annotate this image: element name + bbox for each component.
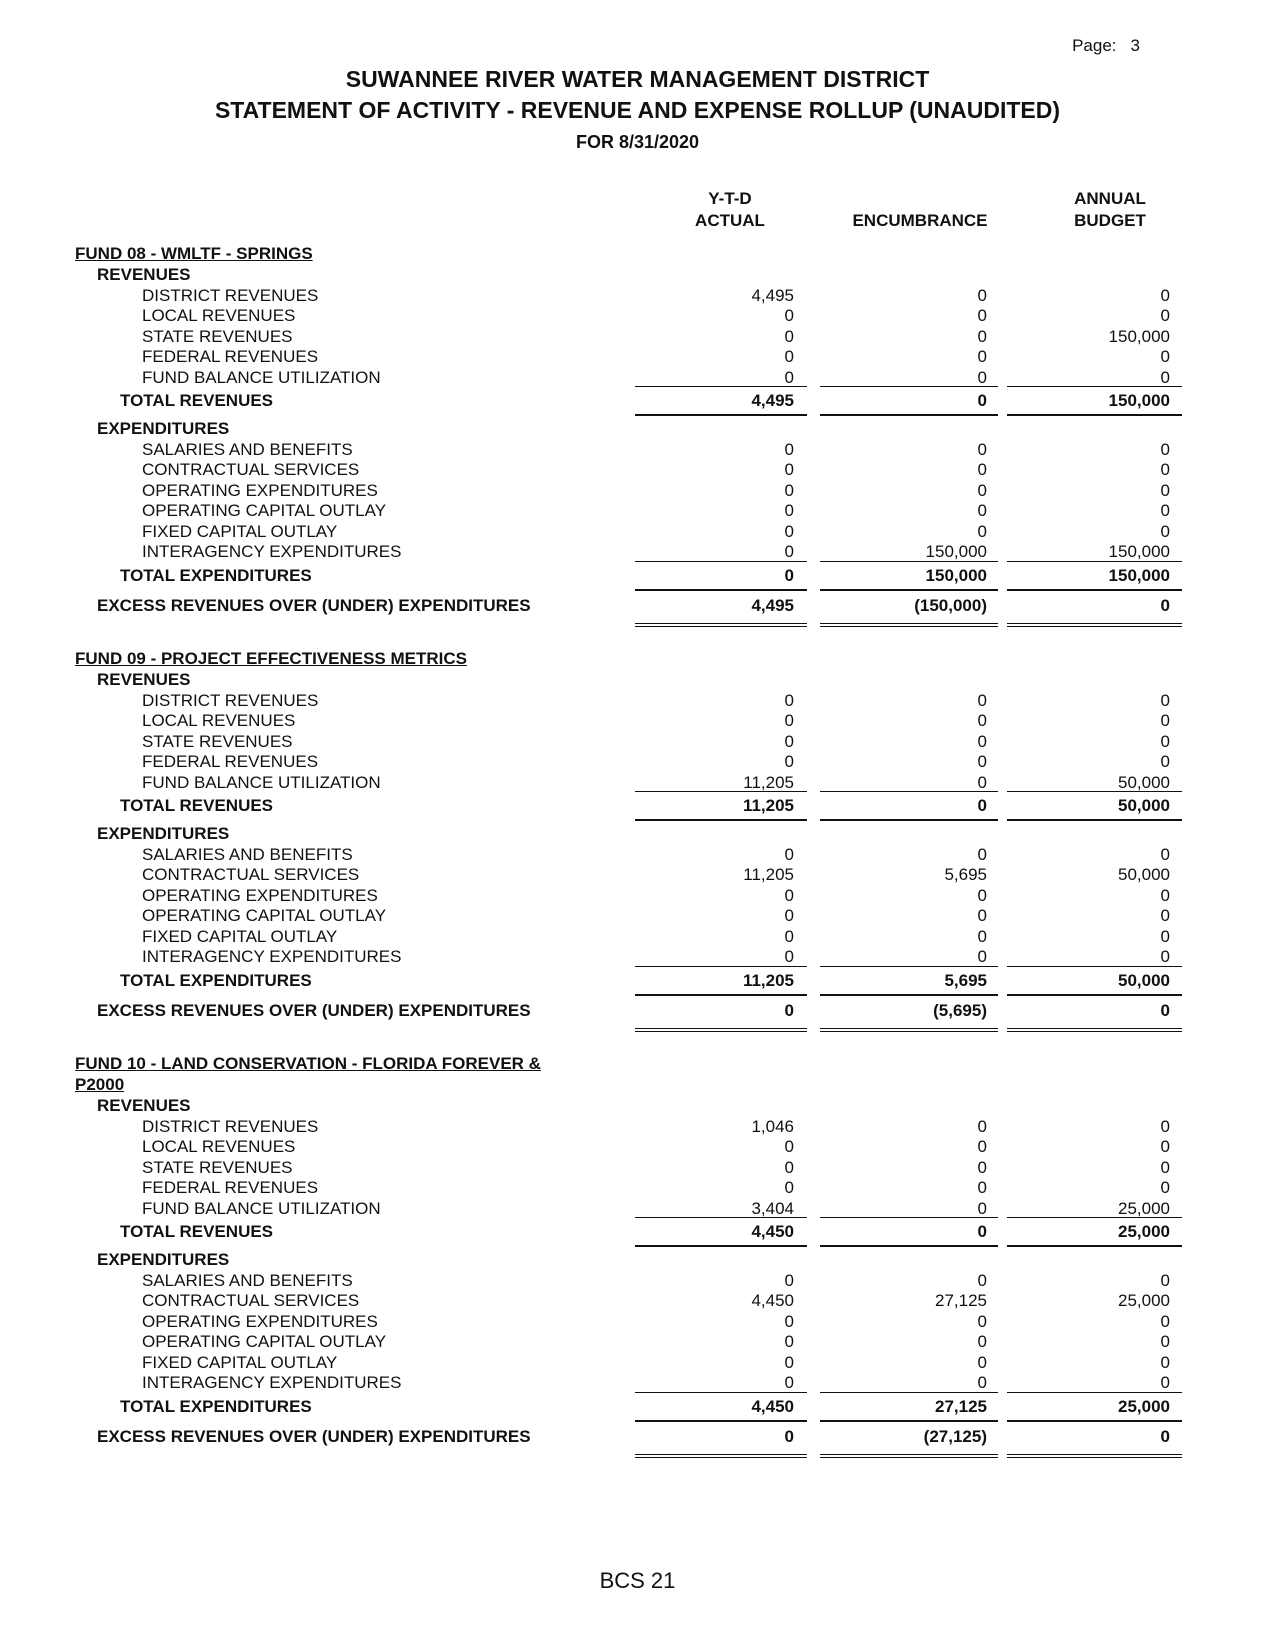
total-expenditures-row-label: TOTAL EXPENDITURES — [120, 970, 312, 990]
revenue-line-enc-value: 0 — [977, 1178, 987, 1197]
revenue-line-ytd-value: 0 — [784, 326, 794, 346]
revenue-line-budget-value: 0 — [1160, 367, 1170, 387]
revenue-line-enc-value: 0 — [977, 1116, 987, 1136]
revenue-line — [0, 1116, 1275, 1137]
revenue-line-enc-value: 0 — [977, 306, 987, 325]
fund-title-text: FUND 08 - WMLTF - SPRINGS — [75, 244, 313, 263]
total-revenues-row-enc-value: 0 — [977, 1222, 987, 1241]
total-revenues-row-budget-value: 150,000 — [1108, 391, 1170, 410]
footer-code: BCS 21 — [599, 1568, 676, 1593]
revenues-heading-text: REVENUES — [97, 265, 191, 284]
expenditure-line-ytd-value: 11,205 — [743, 865, 794, 884]
expenditure-line-label: SALARIES AND BENEFITS — [142, 844, 353, 864]
total-revenues-row — [0, 390, 1275, 411]
expenditure-line-enc-value: 0 — [977, 1332, 987, 1351]
revenue-line-enc-value: 0 — [977, 752, 987, 771]
expenditure-line — [0, 500, 1275, 521]
revenue-line — [0, 772, 1275, 793]
excess-double-underline-1 — [635, 1454, 807, 1458]
revenue-line-label: FUND BALANCE UTILIZATION — [142, 772, 381, 792]
excess-row-label: EXCESS REVENUES OVER (UNDER) EXPENDITURES — [97, 595, 531, 615]
excess-row-label: EXCESS REVENUES OVER (UNDER) EXPENDITURES — [97, 1000, 531, 1020]
revenue-line — [0, 690, 1275, 711]
expenditure-line — [0, 459, 1275, 480]
revenue-line-enc-value: 0 — [977, 1157, 987, 1177]
fund-title-text: FUND 09 - PROJECT EFFECTIVENESS METRICS — [75, 649, 467, 668]
expenditure-line-budget-value: 0 — [1160, 926, 1170, 946]
expenditure-line-budget-value: 0 — [1160, 521, 1170, 541]
total-expenditures-row — [0, 1396, 1275, 1417]
expenditure-line-label: FIXED CAPITAL OUTLAY — [142, 521, 338, 541]
total-revenues-row — [0, 795, 1275, 816]
expenditure-line-ytd-value: 0 — [784, 906, 794, 925]
column-header-ytd-actual — [640, 188, 820, 232]
expenditure-line-label: CONTRACTUAL SERVICES — [142, 1291, 360, 1310]
revenue-line-enc-value: 0 — [977, 690, 987, 710]
expenditure-line-budget-value: 150,000 — [1108, 542, 1170, 561]
expenditure-line — [0, 844, 1275, 865]
revenue-line-budget-value: 50,000 — [1118, 772, 1170, 792]
revenue-subtotal-rule-1 — [635, 1217, 807, 1218]
expenditure-line-enc-value: 0 — [977, 501, 987, 520]
expenditure-subtotal-rule-1 — [635, 966, 807, 967]
total-revenues-row-budget-value: 50,000 — [1118, 796, 1170, 815]
revenue-line-label: LOCAL REVENUES — [142, 1137, 296, 1156]
expenditure-subtotal-rule-1 — [635, 561, 807, 562]
revenues-heading-text: REVENUES — [97, 670, 191, 689]
expenditure-line-ytd-value: 0 — [784, 460, 794, 479]
expenditure-line-ytd-value: 0 — [784, 439, 794, 459]
revenue-line-budget-value: 0 — [1160, 690, 1170, 710]
expenditure-subtotal-rule-3 — [1007, 561, 1182, 562]
expenditure-line-label: INTERAGENCY EXPENDITURES — [142, 947, 402, 966]
revenue-subtotal-rule-3 — [1007, 386, 1182, 387]
revenue-line-ytd-value: 0 — [784, 1137, 794, 1156]
revenue-line-enc-value: 0 — [977, 1137, 987, 1156]
expenditure-line-enc-value: 0 — [977, 906, 987, 925]
expenditure-line-budget-value: 0 — [1160, 947, 1170, 966]
expenditure-line — [0, 1331, 1275, 1352]
fund-title-line2-text: P2000 — [75, 1075, 125, 1094]
total-expenditures-row-label: TOTAL EXPENDITURES — [120, 565, 312, 585]
expenditure-line-ytd-value: 0 — [784, 1332, 794, 1351]
total-revenues-underline-2 — [820, 819, 998, 821]
expenditure-line-enc-value: 0 — [977, 885, 987, 905]
expenditure-line-label: OPERATING EXPENDITURES — [142, 885, 378, 905]
revenue-line-budget-value: 0 — [1160, 1157, 1170, 1177]
total-revenues-row — [0, 1221, 1275, 1242]
revenue-subtotal-rule-3 — [1007, 1217, 1182, 1218]
expenditure-line-enc-value: 0 — [977, 480, 987, 500]
total-revenues-row-label: TOTAL REVENUES — [120, 796, 274, 815]
revenue-line — [0, 346, 1275, 367]
excess-double-underline-3 — [1007, 1028, 1182, 1032]
expenditure-subtotal-rule-3 — [1007, 1392, 1182, 1393]
expenditure-line-budget-value: 0 — [1160, 844, 1170, 864]
expenditure-line — [0, 1372, 1275, 1393]
revenue-subtotal-rule-3 — [1007, 791, 1182, 792]
excess-double-underline-2 — [820, 1028, 998, 1032]
expenditure-line-budget-value: 50,000 — [1118, 865, 1170, 884]
revenue-line-ytd-value: 4,495 — [751, 285, 794, 305]
total-expenditures-underline-3 — [1007, 994, 1182, 996]
revenue-line-label: FUND BALANCE UTILIZATION — [142, 1198, 381, 1218]
expenditure-line-enc-value: 0 — [977, 1352, 987, 1372]
total-expenditures-row-budget-value: 25,000 — [1118, 1396, 1170, 1416]
expenditure-line-enc-value: 27,125 — [935, 1291, 987, 1310]
revenue-line-ytd-value: 0 — [784, 367, 794, 387]
revenue-line-label: FEDERAL REVENUES — [142, 1178, 319, 1197]
expenditure-line-ytd-value: 0 — [784, 1270, 794, 1290]
expenditure-line — [0, 905, 1275, 926]
fund-title-text: FUND 10 - LAND CONSERVATION - FLORIDA FOREVER & — [75, 1054, 541, 1073]
revenue-line-ytd-value: 0 — [784, 752, 794, 771]
expenditure-line-budget-value: 0 — [1160, 460, 1170, 479]
excess-double-underline-3 — [1007, 1454, 1182, 1458]
revenue-line-ytd-value: 0 — [784, 1157, 794, 1177]
fund-title — [0, 1053, 1275, 1074]
total-expenditures-underline-1 — [635, 589, 807, 591]
column-header-annual-budget — [1015, 188, 1205, 232]
revenue-line-budget-value: 0 — [1160, 306, 1170, 325]
expenditure-subtotal-rule-2 — [820, 561, 998, 562]
revenue-line-ytd-value: 3,404 — [751, 1198, 794, 1218]
total-revenues-underline-3 — [1007, 1245, 1182, 1247]
expenditure-line — [0, 926, 1275, 947]
revenue-subtotal-rule-2 — [820, 1217, 998, 1218]
revenue-line-enc-value: 0 — [977, 326, 987, 346]
expenditure-line-ytd-value: 0 — [784, 1311, 794, 1331]
expenditure-line-enc-value: 0 — [977, 521, 987, 541]
revenue-line-ytd-value: 0 — [784, 306, 794, 325]
excess-double-underline-2 — [820, 623, 998, 627]
revenue-line-enc-value: 0 — [977, 772, 987, 792]
total-expenditures-row-label: TOTAL EXPENDITURES — [120, 1396, 312, 1416]
revenue-subtotal-rule-2 — [820, 386, 998, 387]
total-expenditures-row-ytd-value: 11,205 — [742, 970, 794, 990]
expenditure-line-ytd-value: 0 — [784, 542, 794, 561]
total-expenditures-underline-1 — [635, 994, 807, 996]
revenue-line — [0, 710, 1275, 731]
revenues-heading — [0, 1095, 1275, 1116]
column-header-annual-line2: BUDGET — [1074, 211, 1146, 230]
revenue-line-enc-value: 0 — [977, 285, 987, 305]
column-header-ytd-line2: ACTUAL — [695, 211, 765, 230]
fund-title — [0, 648, 1275, 669]
revenue-line — [0, 1177, 1275, 1198]
expenditure-line-budget-value: 0 — [1160, 480, 1170, 500]
expenditures-heading — [0, 418, 1275, 439]
excess-row-ytd-value: 4,495 — [751, 595, 794, 615]
total-expenditures-row — [0, 970, 1275, 991]
total-expenditures-row-enc-value: 5,695 — [944, 970, 987, 990]
revenue-line-enc-value: 0 — [977, 1198, 987, 1218]
expenditure-line-budget-value: 0 — [1160, 885, 1170, 905]
revenue-line-budget-value: 0 — [1160, 1178, 1170, 1197]
total-revenues-underline-1 — [635, 819, 807, 821]
expenditure-line-ytd-value: 0 — [784, 501, 794, 520]
revenue-line-budget-value: 150,000 — [1108, 326, 1170, 346]
excess-row — [0, 595, 1275, 616]
excess-row — [0, 1426, 1275, 1447]
expenditures-heading-text: EXPENDITURES — [97, 1250, 230, 1269]
expenditure-line — [0, 885, 1275, 906]
expenditure-line-enc-value: 0 — [977, 1311, 987, 1331]
expenditure-line-ytd-value: 0 — [784, 480, 794, 500]
revenue-line-label: LOCAL REVENUES — [142, 711, 296, 730]
revenue-line-label: STATE REVENUES — [142, 326, 293, 346]
expenditure-subtotal-rule-1 — [635, 1392, 807, 1393]
expenditure-line-label: OPERATING CAPITAL OUTLAY — [142, 906, 387, 925]
total-expenditures-underline-1 — [635, 1420, 807, 1422]
expenditure-line-ytd-value: 0 — [784, 844, 794, 864]
expenditure-line — [0, 1352, 1275, 1373]
revenue-line-budget-value: 0 — [1160, 711, 1170, 730]
revenue-line-ytd-value: 0 — [784, 690, 794, 710]
expenditure-line-label: FIXED CAPITAL OUTLAY — [142, 926, 338, 946]
total-expenditures-underline-3 — [1007, 589, 1182, 591]
expenditure-line-enc-value: 5,695 — [944, 865, 987, 884]
total-revenues-row-ytd-value: 4,450 — [751, 1222, 794, 1241]
expenditure-line-label: OPERATING EXPENDITURES — [142, 480, 378, 500]
fund-title-line2 — [0, 1074, 1275, 1095]
fund-title — [0, 243, 1275, 264]
expenditure-line-ytd-value: 0 — [784, 1373, 794, 1392]
expenditure-line-budget-value: 0 — [1160, 1332, 1170, 1351]
expenditure-line-budget-value: 0 — [1160, 1352, 1170, 1372]
expenditure-line-label: OPERATING CAPITAL OUTLAY — [142, 501, 387, 520]
expenditure-line-label: INTERAGENCY EXPENDITURES — [142, 542, 402, 561]
column-header-annual-line1: ANNUAL — [1074, 189, 1146, 208]
total-revenues-row-label: TOTAL REVENUES — [120, 1222, 274, 1241]
expenditure-line-enc-value: 0 — [977, 926, 987, 946]
column-header-encumbrance: ENCUMBRANCE — [852, 211, 988, 230]
expenditure-line-budget-value: 0 — [1160, 1270, 1170, 1290]
page-value: 3 — [1130, 36, 1140, 55]
revenue-subtotal-rule-1 — [635, 791, 807, 792]
revenue-line-enc-value: 0 — [977, 347, 987, 366]
expenditure-line — [0, 946, 1275, 967]
revenue-line-label: FEDERAL REVENUES — [142, 347, 319, 366]
revenues-heading — [0, 669, 1275, 690]
total-revenues-underline-2 — [820, 1245, 998, 1247]
total-revenues-row-budget-value: 25,000 — [1118, 1222, 1170, 1241]
expenditure-line-budget-value: 0 — [1160, 1373, 1170, 1392]
expenditure-line-enc-value: 0 — [977, 439, 987, 459]
revenue-line-label: FEDERAL REVENUES — [142, 752, 319, 771]
report-title: SUWANNEE RIVER WATER MANAGEMENT DISTRICT — [345, 66, 930, 92]
expenditure-line-ytd-value: 4,450 — [751, 1291, 794, 1310]
expenditure-line-budget-value: 0 — [1160, 906, 1170, 925]
total-expenditures-row-enc-value: 150,000 — [925, 565, 987, 585]
expenditure-line-label: OPERATING CAPITAL OUTLAY — [142, 1332, 387, 1351]
expenditure-line-enc-value: 0 — [977, 1373, 987, 1392]
expenditure-line — [0, 1290, 1275, 1311]
expenditure-line-ytd-value: 0 — [784, 1352, 794, 1372]
revenue-line — [0, 367, 1275, 388]
expenditure-subtotal-rule-3 — [1007, 966, 1182, 967]
expenditure-line-label: INTERAGENCY EXPENDITURES — [142, 1373, 402, 1392]
revenue-line-budget-value: 0 — [1160, 1116, 1170, 1136]
excess-row — [0, 1000, 1275, 1021]
expenditure-line-enc-value: 0 — [977, 1270, 987, 1290]
total-revenues-row-enc-value: 0 — [977, 391, 987, 410]
total-expenditures-row-budget-value: 150,000 — [1108, 565, 1170, 585]
revenue-line — [0, 751, 1275, 772]
revenue-line-budget-value: 0 — [1160, 1137, 1170, 1156]
excess-row-enc-value: (150,000) — [914, 595, 987, 615]
revenue-line-enc-value: 0 — [977, 711, 987, 730]
expenditure-line-label: OPERATING EXPENDITURES — [142, 1311, 378, 1331]
revenue-line — [0, 731, 1275, 752]
revenue-line-enc-value: 0 — [977, 367, 987, 387]
revenue-subtotal-rule-1 — [635, 386, 807, 387]
revenue-line-label: FUND BALANCE UTILIZATION — [142, 367, 381, 387]
revenue-line-label: STATE REVENUES — [142, 731, 293, 751]
total-expenditures-underline-2 — [820, 589, 998, 591]
expenditure-line — [0, 541, 1275, 562]
revenue-line-label: STATE REVENUES — [142, 1157, 293, 1177]
report-subtitle: STATEMENT OF ACTIVITY - REVENUE AND EXPENSE ROLLUP (UNAUDITED) — [214, 97, 1061, 123]
revenue-line-budget-value: 25,000 — [1118, 1198, 1170, 1218]
expenditure-line — [0, 1311, 1275, 1332]
revenues-heading-text: REVENUES — [97, 1096, 191, 1115]
total-expenditures-underline-2 — [820, 1420, 998, 1422]
revenue-subtotal-rule-2 — [820, 791, 998, 792]
revenue-line-budget-value: 0 — [1160, 347, 1170, 366]
expenditure-line-budget-value: 0 — [1160, 439, 1170, 459]
total-revenues-underline-1 — [635, 414, 807, 416]
expenditure-line — [0, 439, 1275, 460]
revenue-line-ytd-value: 0 — [784, 1178, 794, 1197]
excess-double-underline-1 — [635, 623, 807, 627]
total-revenues-row-ytd-value: 4,495 — [751, 391, 794, 410]
total-expenditures-row-budget-value: 50,000 — [1118, 970, 1170, 990]
excess-row-budget-value: 0 — [1160, 595, 1170, 615]
expenditures-heading-text: EXPENDITURES — [97, 419, 230, 438]
expenditure-line-label: SALARIES AND BENEFITS — [142, 439, 353, 459]
total-expenditures-row — [0, 565, 1275, 586]
revenue-line-label: DISTRICT REVENUES — [142, 690, 319, 710]
excess-double-underline-1 — [635, 1028, 807, 1032]
revenue-line-enc-value: 0 — [977, 731, 987, 751]
excess-double-underline-3 — [1007, 623, 1182, 627]
total-expenditures-row-ytd-value: 4,450 — [751, 1396, 794, 1416]
total-expenditures-row-ytd-value: 0 — [784, 565, 794, 585]
expenditure-line-budget-value: 0 — [1160, 501, 1170, 520]
revenue-line — [0, 326, 1275, 347]
total-revenues-underline-1 — [635, 1245, 807, 1247]
total-expenditures-underline-2 — [820, 994, 998, 996]
expenditures-heading — [0, 1249, 1275, 1270]
expenditure-line-label: CONTRACTUAL SERVICES — [142, 865, 360, 884]
expenditure-line — [0, 480, 1275, 501]
column-header-ytd-line1: Y-T-D — [708, 189, 752, 208]
expenditure-line-ytd-value: 0 — [784, 947, 794, 966]
expenditure-line-enc-value: 0 — [977, 947, 987, 966]
revenue-line-ytd-value: 0 — [784, 711, 794, 730]
revenue-line — [0, 305, 1275, 326]
page-number — [1072, 36, 1140, 56]
expenditure-line-label: FIXED CAPITAL OUTLAY — [142, 1352, 338, 1372]
revenue-line-ytd-value: 1,046 — [751, 1116, 794, 1136]
revenue-line-ytd-value: 0 — [784, 347, 794, 366]
revenue-line-ytd-value: 11,205 — [743, 772, 794, 792]
revenues-heading — [0, 264, 1275, 285]
revenue-line-label: DISTRICT REVENUES — [142, 1116, 319, 1136]
excess-row-enc-value: (5,695) — [933, 1000, 987, 1020]
expenditure-line-ytd-value: 0 — [784, 885, 794, 905]
revenue-line — [0, 1136, 1275, 1157]
total-revenues-underline-2 — [820, 414, 998, 416]
revenue-line-label: DISTRICT REVENUES — [142, 285, 319, 305]
revenue-line-ytd-value: 0 — [784, 731, 794, 751]
revenue-line — [0, 1157, 1275, 1178]
expenditure-line — [0, 521, 1275, 542]
revenue-line-budget-value: 0 — [1160, 731, 1170, 751]
revenue-line-budget-value: 0 — [1160, 285, 1170, 305]
expenditure-line — [0, 1270, 1275, 1291]
expenditure-line-enc-value: 0 — [977, 460, 987, 479]
revenue-line — [0, 1198, 1275, 1219]
page-label: Page: — [1072, 36, 1117, 55]
expenditure-line-ytd-value: 0 — [784, 926, 794, 946]
expenditure-line-enc-value: 150,000 — [925, 542, 987, 561]
revenue-line-label: LOCAL REVENUES — [142, 306, 296, 325]
expenditure-line-budget-value: 25,000 — [1118, 1291, 1170, 1310]
excess-row-budget-value: 0 — [1160, 1000, 1170, 1020]
excess-row-enc-value: (27,125) — [923, 1426, 987, 1446]
excess-row-budget-value: 0 — [1160, 1426, 1170, 1446]
excess-row-label: EXCESS REVENUES OVER (UNDER) EXPENDITURES — [97, 1426, 531, 1446]
expenditure-line-label: SALARIES AND BENEFITS — [142, 1270, 353, 1290]
total-expenditures-underline-3 — [1007, 1420, 1182, 1422]
excess-row-ytd-value: 0 — [784, 1426, 794, 1446]
expenditure-subtotal-rule-2 — [820, 1392, 998, 1393]
expenditure-line-label: CONTRACTUAL SERVICES — [142, 460, 360, 479]
total-expenditures-row-enc-value: 27,125 — [935, 1396, 987, 1416]
expenditures-heading-text: EXPENDITURES — [97, 824, 230, 843]
total-revenues-row-enc-value: 0 — [977, 796, 987, 815]
excess-double-underline-2 — [820, 1454, 998, 1458]
expenditure-subtotal-rule-2 — [820, 966, 998, 967]
report-date: FOR 8/31/2020 — [575, 132, 700, 152]
expenditure-line-budget-value: 0 — [1160, 1311, 1170, 1331]
expenditures-heading — [0, 823, 1275, 844]
expenditure-line-enc-value: 0 — [977, 844, 987, 864]
expenditure-line-ytd-value: 0 — [784, 521, 794, 541]
total-revenues-row-label: TOTAL REVENUES — [120, 391, 274, 410]
excess-row-ytd-value: 0 — [784, 1000, 794, 1020]
total-revenues-row-ytd-value: 11,205 — [742, 796, 794, 815]
expenditure-line — [0, 864, 1275, 885]
total-revenues-underline-3 — [1007, 414, 1182, 416]
revenue-line — [0, 285, 1275, 306]
total-revenues-underline-3 — [1007, 819, 1182, 821]
revenue-line-budget-value: 0 — [1160, 752, 1170, 771]
